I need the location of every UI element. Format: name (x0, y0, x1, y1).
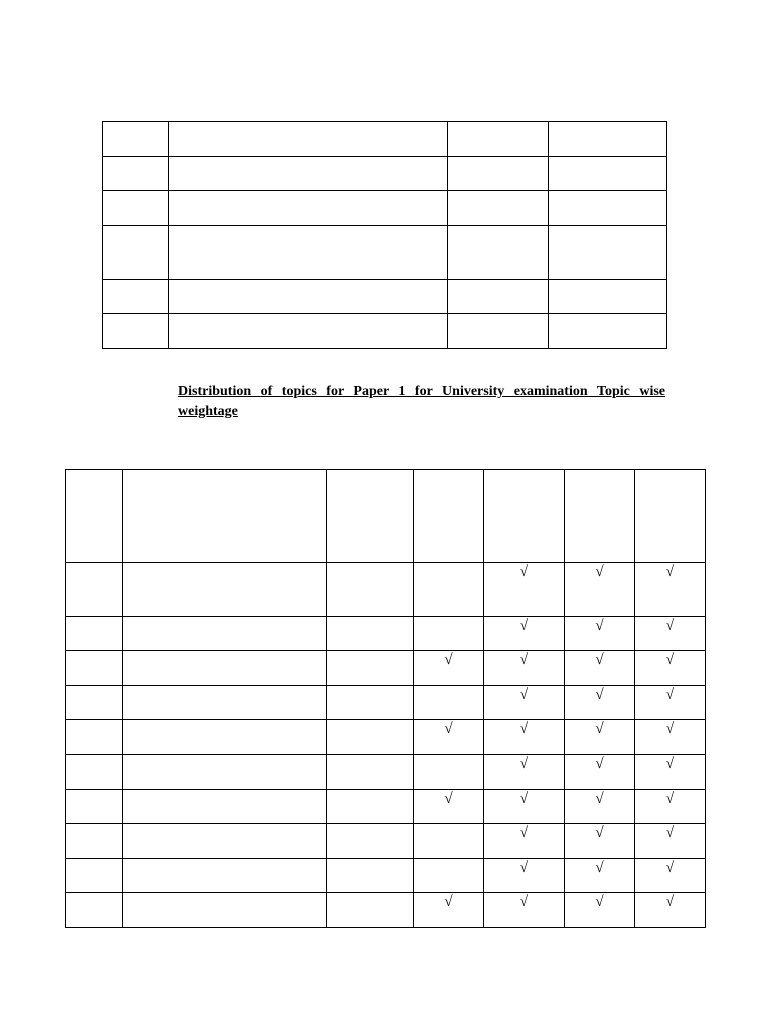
header-cell (327, 470, 414, 563)
table-cell (66, 563, 123, 617)
check-mark-icon: √ (519, 618, 529, 634)
top-table-cell (448, 314, 549, 349)
table-cell (66, 824, 123, 859)
check-mark-icon: √ (665, 791, 675, 807)
top-table-cell (448, 226, 549, 280)
table-row (66, 617, 706, 651)
table-cell (635, 720, 706, 755)
table-cell (414, 824, 484, 859)
top-table-cell (169, 226, 448, 280)
table-cell (565, 686, 635, 720)
table-cell (565, 790, 635, 824)
table-cell (327, 651, 414, 686)
check-mark-icon: √ (519, 564, 529, 580)
table-cell (484, 790, 565, 824)
table-cell (635, 651, 706, 686)
top-table-cell (103, 157, 169, 191)
table-cell (635, 859, 706, 893)
table-cell (327, 893, 414, 928)
table-cell (123, 651, 327, 686)
top-table-cell (448, 157, 549, 191)
check-mark-icon: √ (519, 652, 529, 668)
weightage-table-header-row (66, 470, 706, 563)
table-row (66, 893, 706, 928)
top-table-row (103, 122, 667, 157)
table-row (66, 755, 706, 790)
check-mark-icon: √ (665, 564, 675, 580)
table-cell (327, 686, 414, 720)
check-mark-icon: √ (519, 894, 529, 910)
top-table-cell (448, 280, 549, 314)
table-cell (414, 651, 484, 686)
table-row (66, 651, 706, 686)
table-cell (66, 686, 123, 720)
header-cell (484, 470, 565, 563)
table-cell (414, 893, 484, 928)
section-heading: Distribution of topics for Paper 1 for University examination Topic wise weightage (178, 384, 665, 419)
table-cell (327, 824, 414, 859)
table-cell (327, 859, 414, 893)
table-cell (414, 755, 484, 790)
check-mark-icon: √ (595, 564, 604, 580)
top-table-cell (169, 191, 448, 226)
table-row (66, 686, 706, 720)
top-table-row (103, 280, 667, 314)
table-row (66, 824, 706, 859)
check-mark-icon: √ (665, 756, 675, 772)
check-mark-icon: √ (595, 618, 604, 634)
table-cell (66, 617, 123, 651)
header-cell (66, 470, 123, 563)
top-table-cell (169, 122, 448, 157)
table-cell (565, 824, 635, 859)
table-cell (635, 686, 706, 720)
check-mark-icon: √ (519, 860, 529, 876)
table-cell (565, 893, 635, 928)
check-mark-icon: √ (519, 721, 529, 737)
check-mark-icon: √ (595, 860, 604, 876)
top-table-cell (549, 191, 667, 226)
table-cell (565, 720, 635, 755)
check-mark-icon: √ (519, 791, 529, 807)
table-cell (327, 720, 414, 755)
header-cell (414, 470, 484, 563)
table-cell (327, 755, 414, 790)
check-mark-icon: √ (519, 687, 529, 703)
table-cell (123, 859, 327, 893)
table-cell (414, 686, 484, 720)
table-cell (484, 720, 565, 755)
table-cell (123, 755, 327, 790)
table-cell (484, 617, 565, 651)
top-table-cell (549, 226, 667, 280)
check-mark-icon: √ (595, 825, 604, 841)
top-table-cell (103, 122, 169, 157)
table-cell (123, 790, 327, 824)
table-cell (123, 720, 327, 755)
top-table-cell (549, 122, 667, 157)
table-row (66, 563, 706, 617)
top-table-cell (103, 314, 169, 349)
check-mark-icon: √ (665, 860, 675, 876)
table-cell (327, 617, 414, 651)
weightage-table (65, 469, 706, 928)
table-cell (123, 824, 327, 859)
table-cell (484, 824, 565, 859)
top-table-cell (549, 280, 667, 314)
top-table-cell (448, 191, 549, 226)
check-mark-icon: √ (444, 721, 453, 737)
table-cell (123, 563, 327, 617)
table-cell (565, 651, 635, 686)
table-cell (565, 859, 635, 893)
table-cell (123, 893, 327, 928)
top-table-cell (448, 122, 549, 157)
check-mark-icon: √ (444, 791, 453, 807)
top-table-row (103, 157, 667, 191)
top-table-cell (169, 314, 448, 349)
header-cell (565, 470, 635, 563)
table-cell (327, 563, 414, 617)
check-mark-icon: √ (595, 687, 604, 703)
table-cell (484, 563, 565, 617)
table-row (66, 790, 706, 824)
table-cell (66, 893, 123, 928)
top-table-cell (103, 280, 169, 314)
table-cell (327, 790, 414, 824)
table-cell (565, 617, 635, 651)
check-mark-icon: √ (665, 825, 675, 841)
table-cell (565, 755, 635, 790)
check-mark-icon: √ (665, 687, 675, 703)
check-mark-icon: √ (595, 756, 604, 772)
table-cell (635, 790, 706, 824)
table-cell (635, 824, 706, 859)
table-cell (484, 755, 565, 790)
table-row (66, 859, 706, 893)
table-cell (414, 859, 484, 893)
table-cell (414, 790, 484, 824)
top-table-cell (169, 157, 448, 191)
check-mark-icon: √ (595, 652, 604, 668)
table-cell (484, 686, 565, 720)
table-cell (66, 755, 123, 790)
top-table-cell (169, 280, 448, 314)
top-table-cell (549, 314, 667, 349)
table-cell (414, 720, 484, 755)
top-table-cell (103, 226, 169, 280)
check-mark-icon: √ (519, 825, 529, 841)
check-mark-icon: √ (665, 721, 675, 737)
table-cell (123, 686, 327, 720)
top-table-cell (103, 191, 169, 226)
check-mark-icon: √ (665, 652, 675, 668)
top-table-row (103, 314, 667, 349)
table-cell (484, 859, 565, 893)
check-mark-icon: √ (595, 894, 604, 910)
table-cell (414, 563, 484, 617)
header-cell (123, 470, 327, 563)
table-cell (66, 651, 123, 686)
check-mark-icon: √ (444, 894, 453, 910)
check-mark-icon: √ (665, 894, 675, 910)
check-mark-icon: √ (665, 618, 675, 634)
table-cell (484, 651, 565, 686)
top-table-row (103, 226, 667, 280)
table-cell (635, 563, 706, 617)
table-row (66, 720, 706, 755)
top-table (102, 121, 667, 349)
check-mark-icon: √ (519, 756, 529, 772)
top-table-cell (549, 157, 667, 191)
check-mark-icon: √ (595, 791, 604, 807)
table-cell (635, 755, 706, 790)
table-cell (565, 563, 635, 617)
check-mark-icon: √ (595, 721, 604, 737)
header-cell (635, 470, 706, 563)
table-cell (66, 720, 123, 755)
table-cell (66, 859, 123, 893)
top-table-row (103, 191, 667, 226)
table-cell (635, 617, 706, 651)
table-cell (414, 617, 484, 651)
table-cell (123, 617, 327, 651)
table-cell (635, 893, 706, 928)
check-mark-icon: √ (444, 652, 453, 668)
table-cell (66, 790, 123, 824)
table-cell (484, 893, 565, 928)
